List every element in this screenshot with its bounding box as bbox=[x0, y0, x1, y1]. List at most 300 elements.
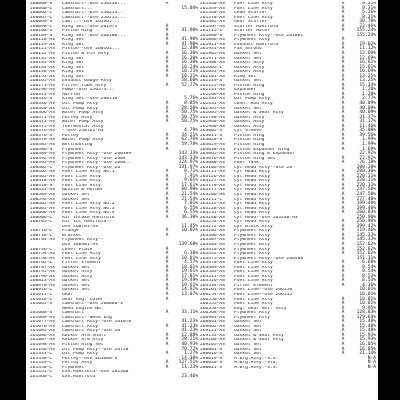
availability-code: A bbox=[341, 346, 345, 352]
part-description: Piston Ring & Expander bbox=[234, 152, 295, 157]
part-description: Fan Shroud bbox=[234, 47, 262, 52]
part-description: Fuel Line Assy bbox=[234, 265, 273, 270]
part-description: Flywheel Assy--Use 2604.. bbox=[62, 161, 132, 166]
part-description: Fuel Line Assy bbox=[234, 302, 273, 307]
part-number: 260144-AS bbox=[30, 65, 55, 70]
part-price: 199.40% bbox=[356, 201, 376, 207]
part-number: 263029-AS bbox=[200, 142, 225, 147]
availability-code: A bbox=[341, 187, 345, 193]
part-number: 260418-AS bbox=[30, 179, 55, 184]
part-description: Bracket bbox=[62, 233, 82, 238]
part-description: Fuel Line--Use 266555 bbox=[234, 293, 293, 297]
part-number: 266201-AS bbox=[200, 288, 225, 293]
availability-code: A bbox=[165, 41, 169, 47]
part-price: 250.90% bbox=[356, 219, 376, 225]
availability-code: A bbox=[165, 296, 169, 302]
part-number: 262033-AS bbox=[200, 70, 225, 75]
part-number: 266558-AS bbox=[200, 306, 225, 311]
part-description: Piston Ring bbox=[234, 92, 265, 97]
part-price: 8.53% bbox=[362, 273, 376, 279]
part-description: Gasket Set bbox=[234, 352, 262, 357]
part-price: 23.46% bbox=[181, 373, 198, 379]
part-description: Fuel Line Assy bbox=[62, 179, 101, 184]
part-number: 263076-AS bbox=[200, 156, 225, 161]
availability-code: A bbox=[341, 146, 345, 152]
part-number: 260060-L bbox=[30, 6, 53, 11]
part-number: 261931-AS bbox=[200, 47, 225, 52]
availability-code: A bbox=[165, 273, 169, 279]
part-price: 28.50% bbox=[181, 105, 198, 111]
part-description: Cyl Head Assy bbox=[234, 188, 270, 193]
part-number: 262206-AS bbox=[200, 92, 225, 97]
part-description: Gasket Assy bbox=[62, 274, 93, 279]
part-number: 261467-AS bbox=[200, 24, 225, 29]
part-description: Starter Motor bbox=[234, 29, 270, 34]
part-description: Gasket Assy bbox=[234, 124, 265, 129]
part-price: 399.42% bbox=[356, 223, 376, 229]
availability-code: A bbox=[341, 37, 345, 43]
availability-code: A bbox=[165, 60, 169, 66]
availability-code: A bbox=[341, 319, 345, 325]
part-number: 260916-L bbox=[30, 288, 53, 293]
availability-code: A bbox=[341, 87, 345, 93]
availability-code: A bbox=[341, 337, 345, 343]
part-description: Use 266901-AS bbox=[62, 242, 98, 247]
part-number: 263080-AS bbox=[200, 161, 225, 166]
availability-code: A bbox=[165, 187, 169, 193]
part-description: Gear Rng. Cover bbox=[62, 297, 104, 302]
part-description: Fuel Line Assy No.1 bbox=[62, 170, 115, 175]
part-number: 269121-AS bbox=[200, 329, 225, 334]
part-price: 200.30% bbox=[356, 169, 376, 175]
part-description: Need Engine No. bbox=[62, 306, 104, 311]
part-number: 263252-AS bbox=[200, 220, 225, 225]
part-number: 260405-AS bbox=[30, 174, 55, 179]
part-description: Water Pump Assy bbox=[62, 138, 104, 143]
part-number: 260062-L bbox=[30, 11, 53, 16]
part-number: 262131-AS bbox=[200, 88, 225, 93]
part-number: 261921-AS bbox=[200, 42, 225, 47]
part-price: 10.01% bbox=[181, 255, 198, 261]
part-description: Gasket Set bbox=[234, 106, 262, 111]
part-price: 41.90% bbox=[181, 41, 198, 47]
part-number: 260375-AS bbox=[30, 124, 55, 129]
availability-code: A bbox=[165, 132, 169, 138]
part-description: Fuel Line Assy bbox=[62, 183, 101, 188]
part-price: 41.23% bbox=[181, 328, 198, 334]
part-number: 260433-AS bbox=[30, 188, 55, 193]
part-number: 260787-AS bbox=[30, 265, 55, 270]
availability-code: A bbox=[341, 73, 345, 79]
part-number: 262125-AS bbox=[200, 83, 225, 88]
part-price: 15.93% bbox=[359, 332, 376, 338]
part-price: 59.78% bbox=[181, 141, 198, 147]
part-price: 12.69% bbox=[359, 55, 376, 61]
part-description: Filter Element bbox=[62, 261, 101, 266]
part-number: 263231-AS bbox=[200, 211, 225, 216]
part-price: 129.64% bbox=[356, 314, 376, 320]
availability-code: A bbox=[341, 332, 345, 338]
part-description: Ring Set bbox=[62, 42, 85, 47]
part-number: 260402-C bbox=[30, 165, 53, 170]
part-description: Conn. Rod Assy bbox=[234, 102, 273, 107]
availability-code: A bbox=[165, 173, 169, 179]
part-description: Cyl Sleeve bbox=[234, 129, 262, 134]
part-price: 16.30% bbox=[181, 60, 198, 66]
part-description: Exh.Manifold--Use 261360 bbox=[62, 370, 129, 375]
part-number: 263002-S bbox=[200, 129, 223, 134]
part-number: 260795-AS bbox=[30, 270, 55, 275]
part-description: Pulley bbox=[62, 133, 79, 138]
part-number: 260376-AS bbox=[30, 129, 55, 134]
part-number: 260389-AS bbox=[30, 152, 55, 157]
part-price: 15.04% bbox=[181, 5, 198, 11]
right-column-parts-list bbox=[200, 2, 378, 400]
part-number: 261065-S bbox=[30, 302, 53, 307]
part-price: 21.14% bbox=[359, 351, 376, 357]
availability-code: A bbox=[165, 310, 169, 316]
part-price: 19.02% bbox=[359, 41, 376, 47]
part-description: Ring Set--Use 261971 bbox=[62, 24, 118, 29]
part-number: 260592-AS bbox=[30, 197, 55, 202]
availability-code: A bbox=[165, 32, 169, 38]
part-description: Flywheel Assy--Use 261881 bbox=[234, 33, 304, 38]
part-number: 263307-AS bbox=[200, 238, 225, 243]
part-price: 31.17% bbox=[359, 114, 376, 120]
part-number: 260118-AS bbox=[30, 38, 55, 43]
part-number: 260744-AS bbox=[30, 238, 55, 243]
part-price: 16.69% bbox=[359, 69, 376, 75]
part-number: 261086-AS bbox=[30, 333, 55, 338]
availability-code: A bbox=[165, 251, 169, 257]
part-number: 263475-AS bbox=[200, 256, 225, 261]
part-description: Gasket Assy bbox=[234, 65, 265, 70]
part-description: Gasket Set bbox=[234, 320, 262, 325]
part-number: 263240-AS bbox=[200, 215, 225, 220]
availability-code: A bbox=[165, 2, 169, 6]
part-price: 8.71% bbox=[184, 169, 198, 175]
part-description: Fuel Tank bbox=[234, 161, 259, 166]
part-number: 260376-S bbox=[30, 133, 53, 138]
part-number: 263011-S bbox=[200, 133, 223, 138]
availability-code: A bbox=[165, 191, 169, 197]
part-number: 260823-AS bbox=[30, 279, 55, 284]
availability-code: A bbox=[165, 137, 169, 143]
availability-code: A bbox=[165, 82, 169, 88]
availability-code: A bbox=[165, 73, 169, 79]
part-number: 260402-AS bbox=[30, 170, 55, 175]
availability-code: A bbox=[165, 364, 169, 370]
availability-code: A bbox=[341, 155, 345, 161]
availability-code: A bbox=[341, 260, 345, 266]
availability-code: A bbox=[341, 342, 345, 348]
part-description: Ring Set bbox=[62, 70, 85, 75]
availability-code: A bbox=[341, 251, 345, 257]
part-description: Oil Pump Assy bbox=[234, 97, 270, 102]
availability-code: A bbox=[165, 278, 169, 284]
availability-code: A bbox=[341, 169, 345, 175]
part-description: Flywheel Assy bbox=[234, 238, 270, 243]
part-price: 19.61% bbox=[181, 282, 198, 288]
part-number: 263282-AS bbox=[200, 229, 225, 234]
part-number: 262565-AS bbox=[200, 106, 225, 111]
availability-code: A bbox=[165, 292, 169, 297]
part-number: 263478-AS bbox=[200, 261, 225, 266]
part-price: 21.54% bbox=[181, 196, 198, 202]
part-price: 16.05% bbox=[359, 342, 376, 348]
part-number: 260135-AS bbox=[30, 56, 55, 61]
part-number: 263442-AS bbox=[200, 252, 225, 257]
part-description: Cyl Head Assy bbox=[234, 206, 270, 211]
part-description: Camshaft Assy bbox=[62, 324, 98, 329]
part-number: 260143-AS bbox=[30, 61, 55, 66]
part-number: 260165-AS bbox=[30, 79, 55, 84]
part-number: 263170-AS bbox=[200, 183, 225, 188]
part-description: Gasket Set bbox=[62, 283, 90, 288]
part-price: 131.97% bbox=[178, 164, 198, 170]
part-number: 260386-S bbox=[30, 147, 53, 152]
part-number: 263383-AS bbox=[200, 242, 225, 247]
part-price: 15.14% bbox=[359, 82, 376, 88]
availability-code: A bbox=[165, 214, 169, 220]
availability-code: A bbox=[341, 41, 345, 47]
part-description: Flywheel Assy bbox=[234, 38, 270, 43]
part-description: Gasket Set bbox=[62, 288, 90, 293]
availability-code: A bbox=[341, 205, 345, 211]
availability-code: A bbox=[341, 201, 345, 207]
part-price: 8.54% bbox=[362, 264, 376, 270]
availability-code: A bbox=[341, 182, 345, 188]
part-number: 260346-AS bbox=[30, 102, 55, 107]
part-description: Filter Element bbox=[234, 283, 273, 288]
availability-code: A bbox=[341, 173, 345, 179]
part-description: Flywheel Assy bbox=[234, 311, 270, 316]
part-price: 128.83% bbox=[356, 310, 376, 316]
part-price: 250.90% bbox=[356, 214, 376, 220]
availability-code: A bbox=[165, 287, 169, 293]
part-number: 280016-S bbox=[200, 352, 223, 357]
availability-code: A bbox=[341, 64, 345, 70]
part-description: Piston & Pin Assy bbox=[62, 52, 110, 57]
availability-code: A bbox=[341, 137, 345, 143]
part-price: 40.09% bbox=[359, 105, 376, 111]
part-description: Pulley Assy bbox=[62, 115, 93, 120]
part-number: 268841-AS bbox=[200, 320, 225, 325]
part-price: 1.27% bbox=[184, 351, 198, 357]
part-number: 262960-AS bbox=[200, 124, 225, 129]
part-number: 266555-AS bbox=[200, 302, 225, 307]
part-description: Muffler bbox=[62, 92, 82, 97]
part-number: 260754-AS bbox=[30, 252, 55, 257]
part-description: Ring Set--Use 260108... bbox=[62, 33, 126, 38]
part-description: Cam...--Use 261965... bbox=[62, 20, 121, 25]
part-number: 260067-L bbox=[30, 15, 53, 20]
part-number: 262003-L bbox=[200, 65, 223, 70]
part-number: 260746-C bbox=[30, 247, 53, 252]
part-description: Fuel Line Assy bbox=[234, 279, 273, 284]
availability-code: A bbox=[341, 178, 345, 184]
availability-code: A bbox=[341, 228, 345, 234]
part-number: 263489-AS bbox=[200, 265, 225, 270]
part-price: 18.01% bbox=[181, 264, 198, 270]
parts-list-row bbox=[30, 375, 200, 380]
part-number: 261370-AS bbox=[200, 15, 225, 20]
part-price: 9.31% bbox=[362, 5, 376, 11]
part-price: 28.21% bbox=[181, 337, 198, 343]
part-price: 10.01% bbox=[359, 292, 376, 297]
part-price: 143.33% bbox=[178, 155, 198, 161]
availability-code: A bbox=[341, 241, 345, 247]
part-description: Gasket Set bbox=[234, 343, 262, 348]
availability-code: A bbox=[341, 69, 345, 75]
part-price: 50.75% bbox=[181, 110, 198, 116]
part-description: Rocker Arm Shaft bbox=[62, 333, 107, 338]
part-number: 262119-S bbox=[200, 79, 223, 84]
part-description: Thermostat Assy bbox=[62, 124, 104, 129]
availability-code: A bbox=[341, 2, 345, 6]
part-price: 16.30% bbox=[181, 51, 198, 57]
part-number: 263228-AS bbox=[200, 206, 225, 211]
part-description: Flywheel Assy-- bbox=[62, 238, 104, 243]
part-number: 261068-S bbox=[30, 311, 53, 316]
availability-code: A bbox=[341, 246, 345, 252]
part-description: Cyl Head Assy bbox=[234, 170, 270, 175]
part-number: 260605-AS bbox=[30, 206, 55, 211]
part-description: Rng. Gear Ret. Assy bbox=[234, 306, 287, 311]
part-price: 58.60% bbox=[181, 78, 198, 84]
part-number: 262431-AS bbox=[200, 102, 225, 107]
part-description: Camshaft Assy--Use 26 bbox=[62, 329, 121, 334]
availability-code: A bbox=[165, 169, 169, 175]
availability-code: A bbox=[341, 5, 345, 11]
part-number: 263503-AS bbox=[200, 270, 225, 275]
part-description: Cyl Head Assy bbox=[234, 202, 270, 207]
part-number: 260119-AS bbox=[30, 42, 55, 47]
part-description: Rocker Arm Assy bbox=[62, 338, 104, 343]
part-number: 260378-AS bbox=[30, 138, 55, 143]
part-price: 152.62% bbox=[356, 241, 376, 247]
availability-code: A bbox=[341, 110, 345, 116]
part-price: 220.11% bbox=[356, 178, 376, 184]
part-description: Flywheel Assy bbox=[234, 252, 270, 257]
part-price: N-A bbox=[367, 360, 376, 366]
part-price: 11.45% bbox=[181, 223, 198, 229]
part-price: 4.57% bbox=[184, 260, 198, 266]
part-price: 6.60% bbox=[362, 260, 376, 266]
part-number: 261338-C bbox=[30, 356, 53, 361]
part-number: 260392-AS bbox=[30, 156, 55, 161]
availability-code: A bbox=[165, 260, 169, 266]
part-description: Pulley--Use 261660-S bbox=[62, 356, 118, 361]
part-description: Gasket Set bbox=[62, 192, 90, 197]
part-price: 12.48% bbox=[181, 46, 198, 52]
availability-code: A bbox=[165, 101, 169, 107]
part-number: 260870-AS bbox=[30, 283, 55, 288]
part-description: Camshaft--Use 256253.. bbox=[62, 11, 123, 16]
availability-code: A bbox=[165, 182, 169, 188]
part-description: Gasket Assy bbox=[62, 270, 93, 275]
part-price: 1.69% bbox=[362, 146, 376, 152]
part-description: Piston--Use 260161... bbox=[62, 47, 121, 52]
part-price: 127.51% bbox=[178, 360, 198, 366]
part-description: Fuel Line Assy bbox=[234, 15, 273, 20]
part-description: Flywheel Assy--Use 2604 bbox=[62, 156, 126, 161]
availability-code: A bbox=[341, 28, 345, 34]
part-number: 269200-AS bbox=[200, 338, 225, 343]
part-price: 152.62% bbox=[356, 246, 376, 252]
part-description: Fuel Line Assy bbox=[234, 297, 273, 302]
part-price: 151.11% bbox=[356, 255, 376, 261]
part-number: 261340-AS bbox=[200, 2, 225, 6]
part-number: 263526-AS bbox=[200, 279, 225, 284]
availability-code: A bbox=[341, 160, 345, 166]
part-price: 10.01% bbox=[359, 296, 376, 302]
part-price: 40.93% bbox=[181, 342, 198, 348]
part-description: Camshaft--Use 260060-S bbox=[62, 302, 123, 307]
availability-code: A bbox=[165, 255, 169, 261]
part-price: 152.62% bbox=[356, 251, 376, 257]
part-price: 1.99% bbox=[362, 141, 376, 147]
part-number: 269062-AS bbox=[200, 324, 225, 329]
availability-code: A bbox=[341, 278, 345, 284]
part-price: 41.23% bbox=[181, 323, 198, 329]
part-price: 247.50% bbox=[356, 191, 376, 197]
part-price: 40.09% bbox=[359, 110, 376, 116]
availability-code: A bbox=[165, 332, 169, 338]
part-price: 7.01% bbox=[184, 201, 198, 207]
part-description: Fuel Line Assy No.4 bbox=[62, 211, 115, 216]
availability-code: A bbox=[341, 78, 345, 84]
part-description: Fuel Line Assy No.3 bbox=[62, 206, 115, 211]
part-description: Gasket Set bbox=[62, 265, 90, 270]
part-description: Cyl Head Assy bbox=[234, 183, 270, 188]
part-description: Gasket Set bbox=[62, 279, 90, 284]
part-number: 262840-AS bbox=[200, 120, 225, 125]
part-price: 8.53% bbox=[362, 278, 376, 284]
part-price: 16.24% bbox=[181, 64, 198, 70]
part-number: 260705-C bbox=[30, 220, 53, 225]
availability-code: A bbox=[341, 323, 345, 329]
part-price: 10.21% bbox=[181, 69, 198, 75]
part-description: Cyl Head Assy bbox=[234, 179, 270, 184]
availability-code: A bbox=[165, 105, 169, 111]
part-price: 19.49% bbox=[181, 278, 198, 284]
part-description: Fuel Line Assy bbox=[62, 174, 101, 179]
part-number: 263106-AS bbox=[200, 165, 225, 170]
availability-code: A bbox=[341, 269, 345, 275]
part-price: 247.50% bbox=[356, 187, 376, 193]
part-price: N-A bbox=[367, 364, 376, 370]
availability-code: A bbox=[165, 146, 169, 152]
availability-code: A bbox=[341, 351, 345, 357]
availability-code: A bbox=[341, 19, 345, 25]
part-description: Water Pump Assy bbox=[62, 120, 104, 125]
availability-code: A bbox=[341, 91, 345, 97]
part-number: 263511-AS bbox=[200, 274, 225, 279]
part-description: Expander bbox=[234, 88, 257, 93]
part-description: Gasket & Seal Assy bbox=[234, 338, 284, 343]
part-number: 261098-AS bbox=[30, 343, 55, 348]
availability-code: A bbox=[341, 305, 345, 311]
part-description: Flywheel Assy bbox=[234, 315, 270, 320]
part-description: Cyl Head Assy--Use 26 bbox=[234, 165, 293, 170]
part-description: Piston Ring Set bbox=[234, 156, 276, 161]
part-price: 15.48% bbox=[359, 319, 376, 325]
availability-code: A bbox=[341, 328, 345, 334]
part-price: 40.09% bbox=[359, 101, 376, 107]
availability-code: A bbox=[165, 342, 169, 348]
part-description: Piston Ring bbox=[234, 83, 265, 88]
